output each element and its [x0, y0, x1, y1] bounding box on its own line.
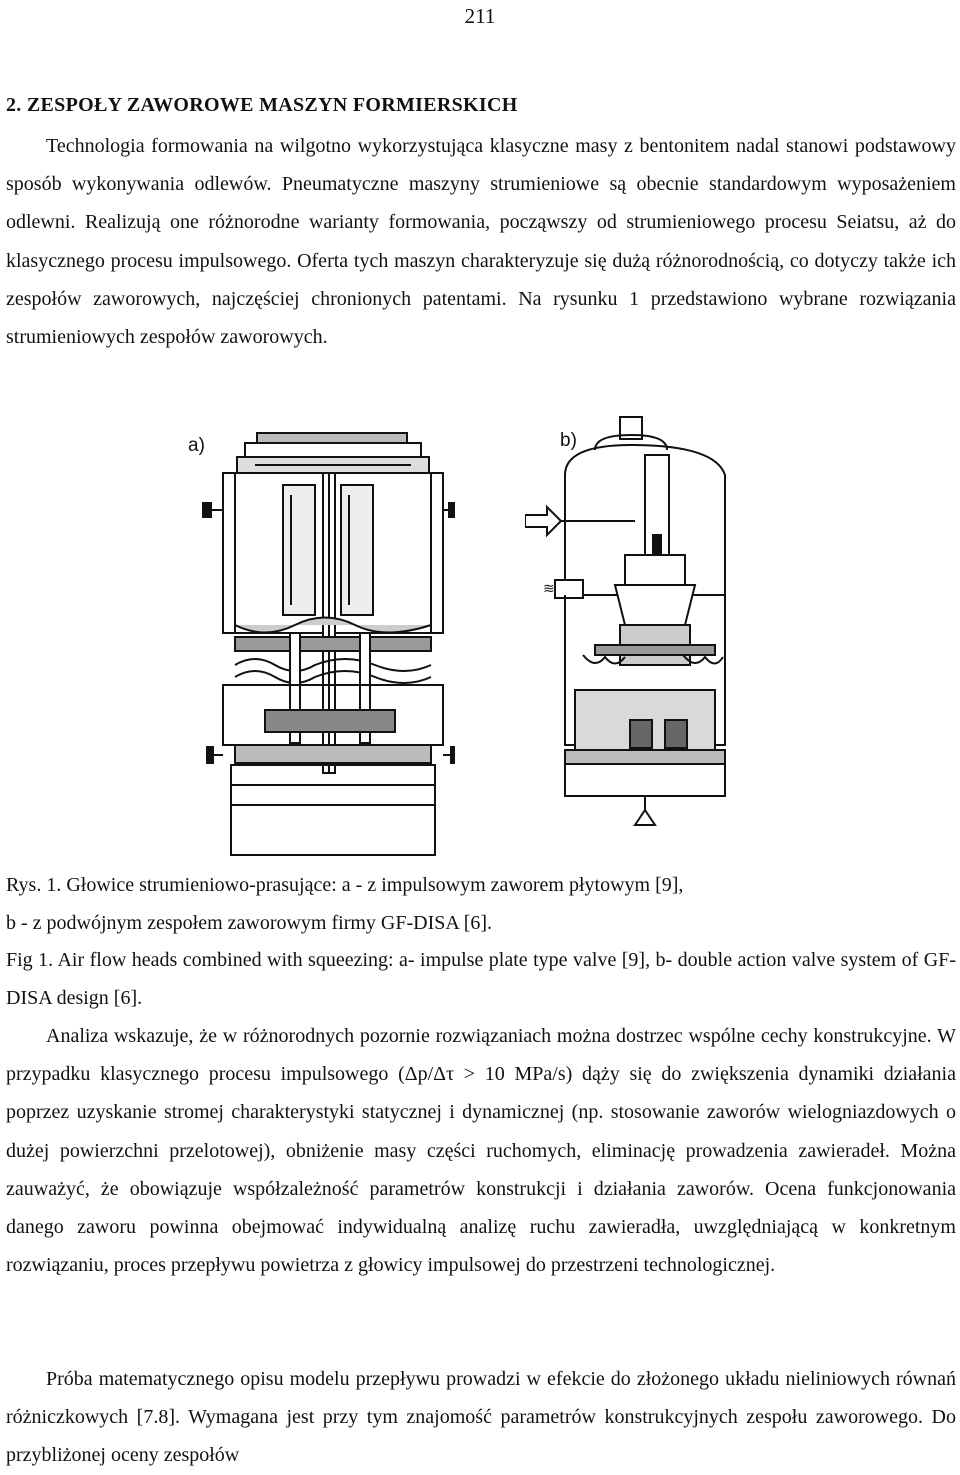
intro-paragraph: Technologia formowania na wilgotno wykorzystująca klasyczne masy z bentonitem nadal stanowi podstawowy sposób wykonywania odlewów. Pneumatyczne maszyny strumieniowe są obecnie standardowym wyposażeniem odlewni. Realizują one różnorodne warianty formowania, począwszy od strumieniowego procesu Seiatsu, aż do klasycznego procesu impulsowego. Oferta tych maszyn charakteryzuje się dużą różnorodnością, co dotyczy także ich zespołów zaworowych, najczęściej chronionych patentami. Na rysunku 1 przedstawiono wybrane rozwiązania strumieniowych zespołów zaworowych.	[6, 135, 956, 349]
figure-valve-heads	[0, 415, 960, 865]
figure-label-a: a)	[188, 435, 205, 456]
figure-caption-pl-line1: Rys. 1. Głowice strumieniowo-prasujące: a - z impulsowym zaworem płytowym [9],	[6, 874, 684, 896]
page-number: 211	[464, 4, 496, 28]
section-heading: 2. ZESPOŁY ZAWOROWE MASZYN FORMIERSKICH	[6, 94, 518, 116]
drawing-a-impulse-plate-valve	[195, 425, 455, 865]
svg-text:≋: ≋	[543, 580, 555, 596]
analysis-paragraph: Analiza wskazuje, że w różnorodnych pozornie rozwiązaniach można dostrzec wspólne cechy konstrukcyjne. W przypadku klasycznego procesu impulsowego (Δp/Δτ > 10 MPa/s) dąży się do zwiększenia dynamiki działania poprzez uzyskanie stromej charakterystyki statycznej i dynamicznej (np. stosowanie zaworów wielogniazdowych o dużej powierzchni przelotowej), obniżenie masy części ruchomych, eliminację prowadzenia zawieradeł. Można zauważyć, że obowiązuje współzależność parametrów konstrukcji i działania zaworów. Ocena funkcjonowania danego zaworu powinna obejmować indywidualną analizę ruchu zawieradła, uwzględniającą w konkretnym rozwiązaniu, proces przepływu powietrza z głowicy impulsowej do przestrzeni technologicznej.	[6, 1025, 956, 1277]
figure-label-b: b)	[560, 430, 577, 451]
final-paragraph: Próba matematycznego opisu modelu przepływu prowadzi w efekcie do złożonego układu nieliniowych równań różniczkowych [7.8]. Wymagana jest przy tym znajomość parametrów konstrukcyjnych zespołu zaworowego. Do przybliżonej oceny zespołów	[6, 1368, 956, 1467]
figure-caption-en: Fig 1. Air flow heads combined with squeezing: a- impulse plate type valve [9], b- double action valve system of GF-DISA design [6].	[6, 949, 956, 1009]
drawing-b-double-valve-system	[525, 415, 745, 865]
figure-caption-pl-line2: b - z podwójnym zespołem zaworowym firmy GF-DISA [6].	[6, 912, 493, 934]
